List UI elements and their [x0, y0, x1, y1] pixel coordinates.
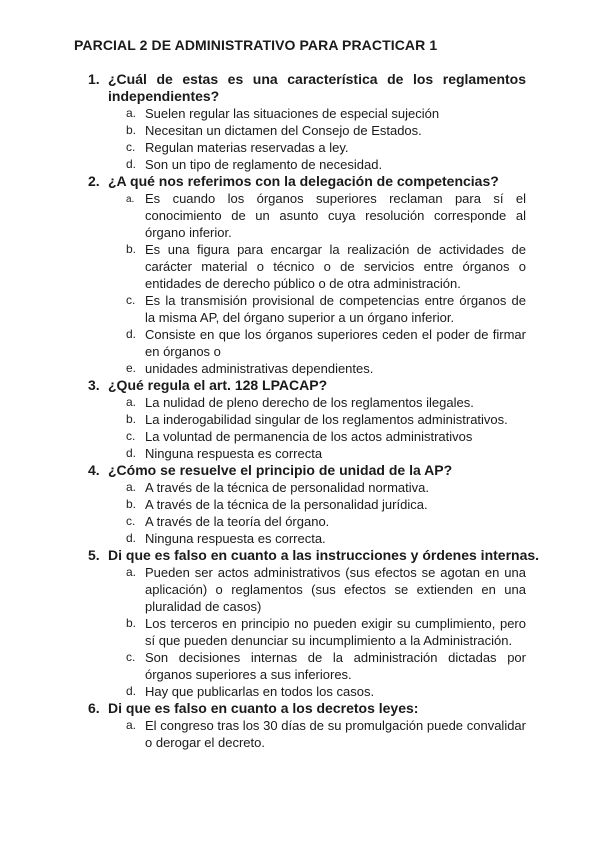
option-list	[0, 105, 600, 173]
option-letter: e.	[126, 361, 137, 375]
option-text: Los terceros en principio no pueden exigir su cumplimiento, pero sí que pueden denunciar su incumplimiento a la Administración.	[145, 616, 526, 648]
option-letter: a.	[126, 194, 135, 205]
option-item	[0, 445, 600, 462]
question-5	[0, 547, 600, 700]
option-letter: b.	[126, 123, 137, 137]
option-item	[0, 139, 600, 156]
option-letter: c.	[126, 140, 136, 154]
question-text: ¿A qué nos referimos con la delegación de competencias?	[108, 173, 499, 189]
question-1	[0, 71, 600, 173]
question-text: ¿Qué regula el art. 128 LPACAP?	[108, 377, 328, 393]
option-text: La inderogabilidad singular de los reglamentos administrativos.	[145, 412, 508, 427]
option-list	[0, 564, 600, 700]
document-title: PARCIAL 2 DE ADMINISTRATIVO PARA PRACTICAR 1	[74, 37, 438, 53]
option-text: Es la transmisión provisional de competencias entre órganos de la misma AP, del órgano superior a un órgano inferior.	[145, 293, 526, 325]
option-text: La voluntad de permanencia de los actos administrativos	[145, 429, 473, 444]
question-number: 6.	[88, 700, 100, 716]
option-text: Son un tipo de reglamento de necesidad.	[145, 157, 383, 172]
option-letter: a.	[126, 395, 137, 409]
option-letter: a.	[126, 480, 137, 494]
option-text: Consiste en que los órganos superiores ceden el poder de firmar en órganos o	[145, 327, 526, 359]
option-text: Necesitan un dictamen del Consejo de Estados.	[145, 123, 422, 138]
option-text: A través de la técnica de la personalidad jurídica.	[145, 497, 428, 512]
option-text: Hay que publicarlas en todos los casos.	[145, 684, 375, 699]
option-text: Suelen regular las situaciones de especial sujeción	[145, 106, 440, 121]
option-text: Ninguna respuesta es correcta	[145, 446, 323, 461]
option-text: A través de la técnica de personalidad normativa.	[145, 480, 430, 495]
option-item	[0, 360, 600, 377]
option-text: A través de la teoría del órgano.	[145, 514, 330, 529]
question-number: 5.	[88, 547, 100, 563]
option-item	[0, 615, 600, 649]
question-text: Di que es falso en cuanto a los decretos leyes:	[108, 700, 419, 716]
option-item	[0, 326, 600, 360]
option-item	[0, 122, 600, 139]
question-4	[0, 462, 600, 547]
option-letter: a.	[126, 565, 137, 579]
option-text: Son decisiones internas de la administración dictadas por órganos superiores a sus inferiores.	[145, 650, 526, 682]
option-list	[0, 479, 600, 547]
option-text: Regulan materias reservadas a ley.	[145, 140, 349, 155]
option-text: Es cuando los órganos superiores reclaman para sí el conocimiento de un asunto cuya resolución corresponde al órgano inferior.	[145, 191, 526, 240]
question-text: Di que es falso en cuanto a las instrucciones y órdenes internas.	[108, 547, 540, 563]
option-item	[0, 292, 600, 326]
option-list	[0, 717, 600, 751]
option-text: Es una figura para encargar la realización de actividades de carácter material o técnico o de servicios entre órganos o entidades de derecho público o de otra administración.	[145, 242, 526, 291]
option-letter: c.	[126, 514, 136, 528]
option-letter: b.	[126, 497, 137, 511]
option-item	[0, 241, 600, 292]
option-letter: a.	[126, 106, 137, 120]
question-number: 3.	[88, 377, 100, 393]
option-item	[0, 190, 600, 241]
option-item	[0, 394, 600, 411]
option-item	[0, 479, 600, 496]
question-number: 2.	[88, 173, 100, 189]
option-letter: b.	[126, 242, 137, 256]
option-item	[0, 156, 600, 173]
option-letter: d.	[126, 531, 137, 545]
question-number: 1.	[88, 71, 100, 87]
option-item	[0, 530, 600, 547]
option-item	[0, 428, 600, 445]
option-text: El congreso tras los 30 días de su promulgación puede convalidar o derogar el decreto.	[145, 718, 526, 750]
option-text: La nulidad de pleno derecho de los reglamentos ilegales.	[145, 395, 474, 410]
option-letter: d.	[126, 446, 137, 460]
option-list	[0, 394, 600, 462]
option-item	[0, 513, 600, 530]
option-item	[0, 564, 600, 615]
question-2	[0, 173, 600, 377]
option-list	[0, 190, 600, 377]
option-letter: b.	[126, 616, 137, 630]
question-3	[0, 377, 600, 462]
option-item	[0, 105, 600, 122]
option-letter: b.	[126, 412, 137, 426]
question-list	[0, 71, 600, 751]
option-item	[0, 717, 600, 751]
option-item	[0, 683, 600, 700]
option-letter: a.	[126, 718, 137, 732]
option-letter: c.	[126, 293, 136, 307]
question-6	[0, 700, 600, 751]
option-text: unidades administrativas dependientes.	[145, 361, 374, 376]
question-text: ¿Cuál de estas es una característica de los reglamentos independientes?	[108, 71, 526, 104]
option-text: Pueden ser actos administrativos (sus efectos se agotan en una aplicación) o reglamentos (sus efectos se extienden en una pluralidad de casos)	[145, 565, 526, 614]
option-letter: d.	[126, 327, 137, 341]
option-item	[0, 496, 600, 513]
option-item	[0, 649, 600, 683]
option-letter: d.	[126, 157, 137, 171]
option-letter: c.	[126, 429, 136, 443]
question-number: 4.	[88, 462, 100, 478]
option-letter: c.	[126, 650, 136, 664]
option-item	[0, 411, 600, 428]
option-letter: d.	[126, 684, 137, 698]
question-text: ¿Cómo se resuelve el principio de unidad de la AP?	[108, 462, 453, 478]
option-text: Ninguna respuesta es correcta.	[145, 531, 326, 546]
